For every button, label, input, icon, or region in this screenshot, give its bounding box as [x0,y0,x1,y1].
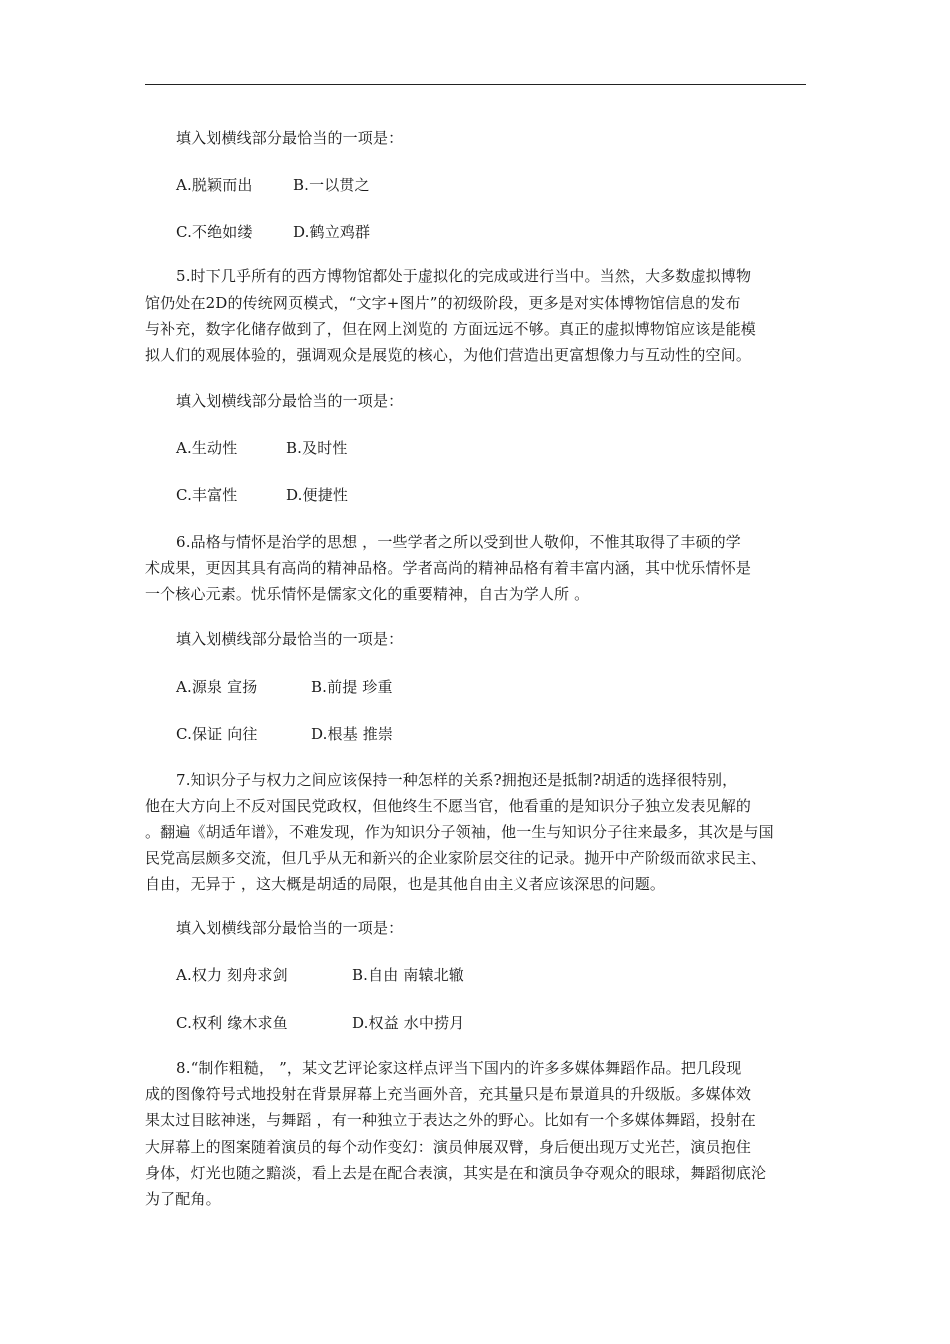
q8-line: 身体，灯光也随之黯淡，看上去是在配合表演，其实是在和演员争夺观众的眼球，舞蹈彻底沦 [145,1164,767,1182]
option-b: B.自由 南辕北辙 [352,966,464,984]
option-c: C.不绝如缕 [176,223,253,241]
q7-line: 民党高层颇多交流，但几乎从无和新兴的企业家阶层交往的记录。抛开中产阶级而欲求民主、 [145,849,767,867]
q7-line: 自由，无异于 ，这大概是胡适的局限，也是其他自由主义者应该深思的问题。 [145,875,666,893]
q5-line: 拟人们的观展体验的，强调观众是展览的核心，为他们营造出更富想像力与互动性的空间。 [145,346,752,364]
options-row-q4-cd [176,221,371,243]
q6-line: 6.品格与情怀是治学的思想 ，一些学者之所以受到世人敬仰，不惟其取得了丰硕的学 [176,533,741,551]
q5-line: 馆仍处在2D的传统网页模式，“文字+图片”的初级阶段，更多是对实体博物馆信息的发布 [145,294,741,312]
option-d: D.便捷性 [286,486,349,504]
option-c: C.权利 缘木求鱼 [176,1014,288,1032]
prompt-q4: 填入划横线部分最恰当的一项是： [176,129,404,147]
option-c: C.保证 向往 [176,725,258,743]
q5-line: 5.时下几乎所有的西方博物馆都处于虚拟化的完成或进行当中。当然，大多数虚拟博物 [176,267,752,285]
options-row-q7-cd [176,1012,465,1034]
q7-line: 。翻遍《胡适年谱》，不难发现，作为知识分子领袖，他一生与知识分子往来最多，其次是与国 [145,823,774,841]
q7-line: 他在大方向上不反对国民党政权，但他终生不愿当官，他看重的是知识分子独立发表见解的 [145,797,752,815]
options-row-q6-ab [176,676,393,698]
options-row-q5-cd [176,484,349,506]
option-a: A.源泉 宣扬 [176,678,258,696]
options-row-q5-ab [176,437,348,459]
q7-line: 7.知识分子与权力之间应该保持一种怎样的关系?拥抱还是抵制?胡适的选择很特别， [176,771,738,789]
option-d: D.鹤立鸡群 [293,223,371,241]
option-b: B.一以贯之 [293,176,370,194]
q5-line: 与补充，数字化储存做到了，但在网上浏览的 方面远远不够。真正的虚拟博物馆应该是能模 [145,320,756,338]
prompt-q7: 填入划横线部分最恰当的一项是： [176,919,404,937]
option-b: B.前提 珍重 [311,678,393,696]
q6-line: 术成果，更因其具有高尚的精神品格。学者高尚的精神品格有着丰富内涵，其中忧乐情怀是 [145,559,752,577]
q8-line: 成的图像符号式地投射在背景屏幕上充当画外音，充其量只是布景道具的升级版。多媒体效 [145,1085,752,1103]
option-d: D.根基 推崇 [311,725,394,743]
q8-line: 大屏幕上的图案随着演员的每个动作变幻：演员伸展双臂，身后便出现万丈光芒，演员抱住 [145,1138,752,1156]
q8-line: 果太过目眩神迷，与舞蹈 ，有一种独立于表达之外的野心。比如有一个多媒体舞蹈，投射在 [145,1111,756,1129]
option-d: D.权益 水中捞月 [352,1014,465,1032]
q8-line: 8.“制作粗糙， ”，某文艺评论家这样点评当下国内的许多多媒体舞蹈作品。把几段现 [176,1059,742,1077]
option-a: A.权力 刻舟求剑 [176,966,288,984]
q8-line: 为了配角。 [145,1190,221,1208]
prompt-q5: 填入划横线部分最恰当的一项是： [176,392,404,410]
header-rule [145,84,806,85]
options-row-q6-cd [176,723,394,745]
option-a: A.生动性 [176,439,238,457]
q6-line: 一个核心元素。忧乐情怀是儒家文化的重要精神，自古为学人所 。 [145,585,590,603]
prompt-q6: 填入划横线部分最恰当的一项是： [176,630,404,648]
option-a: A.脱颖而出 [176,176,253,194]
options-row-q4-ab [176,174,370,196]
option-c: C.丰富性 [176,486,238,504]
option-b: B.及时性 [286,439,348,457]
options-row-q7-ab [176,964,464,986]
